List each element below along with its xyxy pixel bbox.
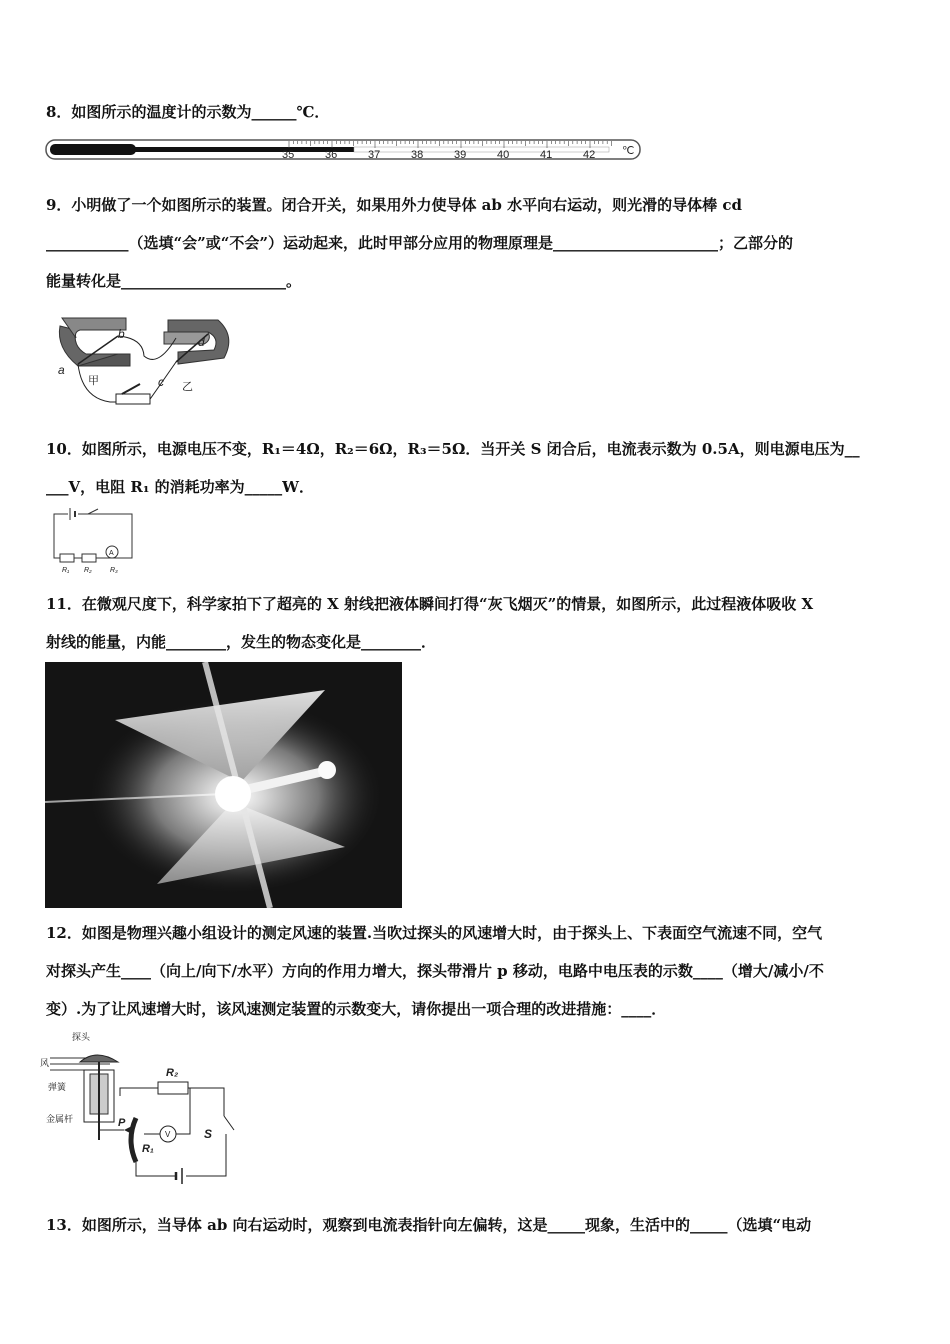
label-spring: 弹簧 xyxy=(48,1082,67,1092)
label-r2: R₂ xyxy=(166,1067,179,1079)
label-r3: R₃ xyxy=(110,567,118,574)
question-11 xyxy=(46,585,906,661)
question-9-line-1: 9．小明做了一个如图所示的装置。闭合开关，如果用外力使导体 ab 水平向右运动，则光滑的导体棒 cd xyxy=(46,196,742,214)
label-b: b xyxy=(118,327,125,341)
label-a: a xyxy=(58,363,65,377)
question-12 xyxy=(46,914,906,1028)
label-s: S xyxy=(204,1127,213,1141)
label-jia: 甲 xyxy=(88,375,99,387)
thermometer-label-37: 37 xyxy=(368,149,381,161)
question-12-line-2: 对探头产生____（向上/向下/水平）方向的作用力增大，探头带滑片 p 移动，电路中电压表的示数____（增大/减小/不 xyxy=(46,962,824,980)
label-r1: R₁ xyxy=(142,1143,154,1155)
label-p: P xyxy=(118,1117,126,1129)
label-d: d xyxy=(198,335,205,349)
label-c: c xyxy=(158,375,164,389)
question-9-line-2: ___________（选填“会”或“不会”）运动起来，此时甲部分应用的物理原理是______________________；乙部分的 xyxy=(46,234,794,252)
thermometer-label-42: 42 xyxy=(583,149,596,161)
thermometer-label-41: 41 xyxy=(540,149,553,161)
question-12-line-3: 变）.为了让风速增大时，该风速测定装置的示数变大，请你提出一项合理的改进措施：____． xyxy=(46,1000,667,1018)
question-13 xyxy=(46,1206,906,1244)
question-8 xyxy=(46,93,906,131)
question-10-line-1: 10．如图所示，电源电压不变，R₁＝4Ω，R₂＝6Ω，R₃＝5Ω．当开关 S 闭合后，电流表示数为 0.5A，则电源电压为__ xyxy=(46,440,860,458)
question-8-text: 8．如图所示的温度计的示数为______℃． xyxy=(46,103,330,121)
thermometer-label-36: 36 xyxy=(325,149,338,161)
question-13-line-1: 13．如图所示，当导体 ab 向右运动时，观察到电流表指针向左偏转，这是_____现象，生活中的_____（选填“电动 xyxy=(46,1216,812,1234)
label-r1: R₁ xyxy=(62,567,70,574)
question-9-line-3: 能量转化是______________________。 xyxy=(46,272,302,290)
question-10-line-2: ___V，电阻 R₁ 的消耗功率为_____W． xyxy=(46,478,314,496)
thermometer-label-40: 40 xyxy=(497,149,510,161)
thermometer-label-38: 38 xyxy=(411,149,424,161)
thermometer-label-39: 39 xyxy=(454,149,467,161)
magnet-apparatus-figure xyxy=(48,308,238,418)
thermometer-unit: ℃ xyxy=(622,145,635,157)
question-9 xyxy=(46,186,906,300)
question-11-line-1: 11．在微观尺度下，科学家拍下了超亮的 X 射线把液体瞬间打得“灰飞烟灭”的情景，如图所示，此过程液体吸收 X xyxy=(46,595,814,613)
thermometer-figure xyxy=(44,136,644,164)
label-probe: 探头 xyxy=(72,1032,91,1042)
thermometer-label-35: 35 xyxy=(282,149,295,161)
label-r2: R₂ xyxy=(84,567,92,574)
question-10 xyxy=(46,430,906,506)
label-yi: 乙 xyxy=(182,381,193,393)
resistor-circuit-figure xyxy=(48,508,138,576)
xray-liquid-photo xyxy=(45,662,402,908)
voltmeter-label: V xyxy=(165,1130,171,1139)
ammeter-label: A xyxy=(109,550,114,557)
question-12-line-1: 12．如图是物理兴趣小组设计的测定风速的装置.当吹过探头的风速增大时，由于探头上、下表面空气流速不同，空气 xyxy=(46,924,823,942)
question-11-line-2: 射线的能量，内能________，发生的物态变化是________． xyxy=(46,633,437,651)
label-needle: 金属杆 xyxy=(46,1114,74,1124)
label-wind: 风 xyxy=(40,1058,50,1068)
wind-speed-device-figure xyxy=(40,1030,250,1190)
